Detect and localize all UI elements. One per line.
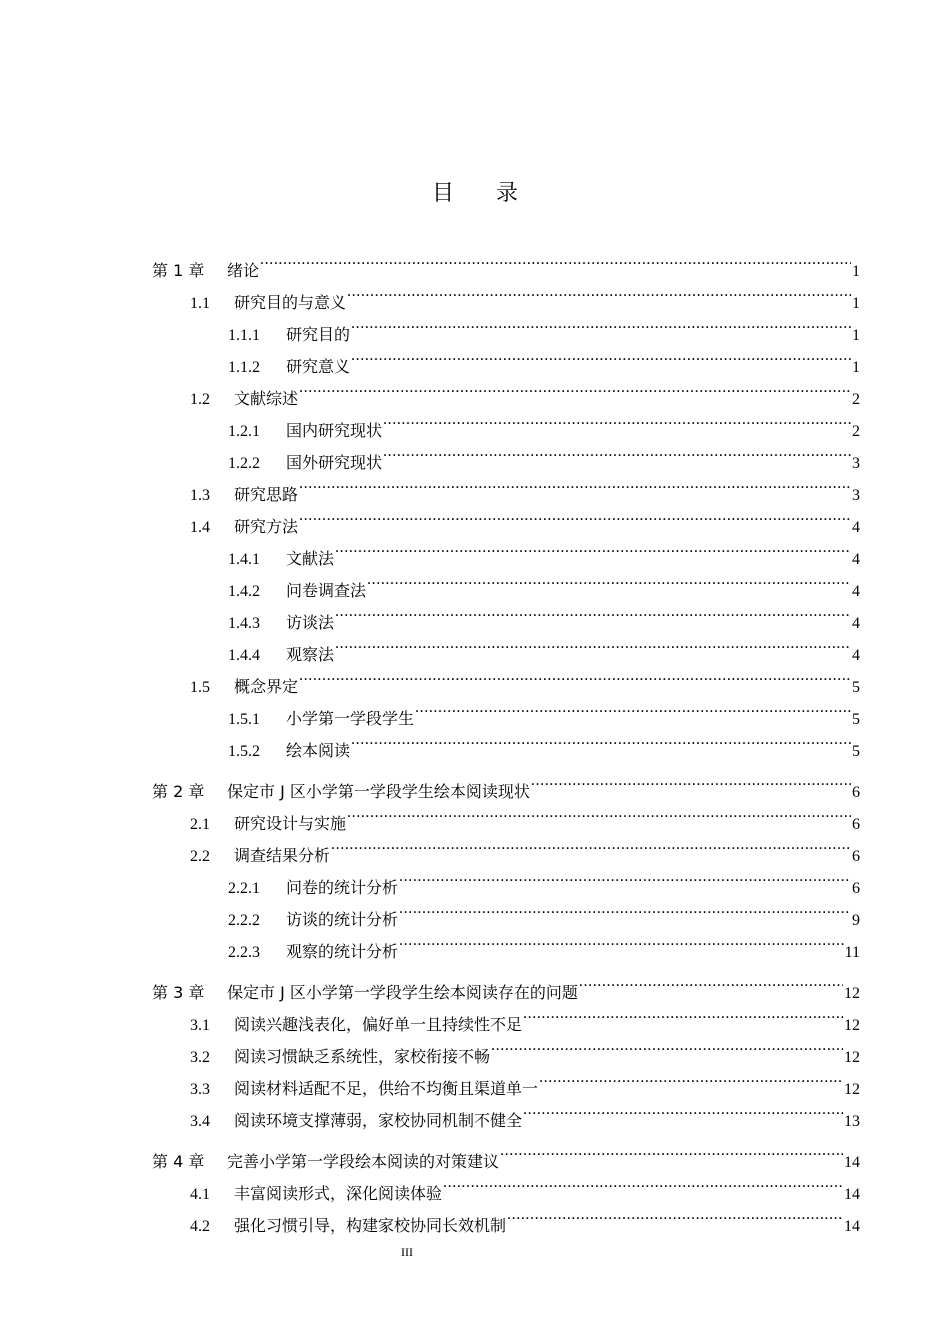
toc-entry-page-number: 3 [852,487,860,504]
toc-entry-page-number: 14 [844,1154,860,1171]
toc-entry-number: 1.5.1 [228,711,260,728]
toc-entry-page-number: 6 [852,784,860,801]
toc-entry-page-number: 5 [852,711,860,728]
toc-entry-number: 1.1.2 [228,359,260,376]
toc-entry-title: 研究意义 [286,357,351,376]
toc-entry-title: 研究方法 [234,517,299,536]
toc-subsection-entry[interactable] [152,692,860,728]
toc-subsection-entry[interactable] [152,628,860,664]
toc-entry-number: 1.1 [190,295,210,312]
toc-dot-leader [491,1030,843,1062]
toc-section-entry[interactable] [152,797,860,833]
toc-entry-title: 保定市 J 区小学第一学段学生绘本阅读现状 [227,782,530,801]
toc-entry-page-number: 4 [852,615,860,632]
toc-entry-page-number: 14 [844,1218,860,1235]
toc-section-entry[interactable] [152,1094,860,1130]
toc-entry-title: 问卷的统计分析 [286,878,399,897]
toc-subsection-entry[interactable] [152,404,860,440]
toc-dot-leader [299,500,851,532]
toc-entry-number: 2.2.3 [228,944,260,961]
toc-entry-page-number: 1 [852,359,860,376]
toc-entry-number: 1.5.2 [228,743,260,760]
toc-entry-number: 1.4.3 [228,615,260,632]
page-title: 目录 [431,181,560,206]
toc-dot-leader [299,372,851,404]
toc-subsection-entry[interactable] [152,340,860,376]
toc-subsection-entry[interactable] [152,308,860,344]
toc-entry-title: 国内研究现状 [286,421,383,440]
toc-entry-number: 1.2 [190,391,210,408]
toc-dot-leader [351,724,851,756]
toc-entry-title: 研究目的与意义 [234,293,347,312]
toc-dot-leader [399,861,851,893]
toc-entry-title: 完善小学第一学段绘本阅读的对策建议 [227,1152,500,1171]
toc-subsection-entry[interactable] [152,893,860,929]
toc-entry-title: 观察法 [286,645,335,664]
toc-section-entry[interactable] [152,998,860,1034]
toc-entry-number: 1.4.1 [228,551,260,568]
toc-dot-leader [299,468,851,500]
toc-entry-title: 访谈的统计分析 [286,910,399,929]
toc-entry-page-number: 3 [852,455,860,472]
toc-subsection-entry[interactable] [152,532,860,568]
toc-entry-number: 2.2.1 [228,880,260,897]
toc-entry-page-number: 11 [844,944,860,961]
toc-dot-leader [260,244,851,276]
toc-chapter-entry[interactable] [152,765,860,801]
toc-dot-leader [579,966,843,998]
toc-entry-title: 研究目的 [286,325,351,344]
toc-entry-page-number: 12 [844,1017,860,1034]
toc-entry-title: 访谈法 [286,613,335,632]
toc-entry-number: 3.2 [190,1049,210,1066]
toc-entry-title: 阅读兴趣浅表化，偏好单一且持续性不足 [234,1015,523,1034]
toc-entry-number: 3.3 [190,1081,210,1098]
toc-entry-page-number: 13 [844,1113,860,1130]
toc-entry-page-number: 6 [852,848,860,865]
toc-entry-page-number: 12 [844,1049,860,1066]
toc-dot-leader [383,404,851,436]
toc-entry-page-number: 12 [844,985,860,1002]
toc-entry-title: 阅读环境支撑薄弱，家校协同机制不健全 [234,1111,523,1130]
toc-entry-title: 问卷调查法 [286,581,367,600]
toc-entry-title: 概念界定 [234,677,299,696]
toc-entry-number: 1.4 [190,519,210,536]
toc-entry-number: 4.2 [190,1218,210,1235]
toc-entry-number: 3.4 [190,1113,210,1130]
toc-dot-leader [347,276,851,308]
toc-entry-title: 文献法 [286,549,335,568]
toc-section-entry[interactable] [152,1199,860,1235]
toc-subsection-entry[interactable] [152,596,860,632]
toc-entry-title: 国外研究现状 [286,453,383,472]
toc-entry-number: 1.4.4 [228,647,260,664]
toc-entry-number: 4.1 [190,1186,210,1203]
toc-entry-page-number: 1 [852,295,860,312]
toc-entry-title: 强化习惯引导，构建家校协同长效机制 [234,1216,507,1235]
toc-entry-page-number: 5 [852,679,860,696]
toc-entry-number: 第 4 章 [152,1152,205,1171]
toc-entry-number: 1.3 [190,487,210,504]
page-number: III [401,1245,413,1259]
toc-entry-title: 文献综述 [234,389,299,408]
toc-entry-page-number: 2 [852,423,860,440]
toc-section-entry[interactable] [152,1062,860,1098]
toc-entry-title: 绪论 [227,261,260,280]
toc-section-entry[interactable] [152,660,860,696]
toc-section-entry[interactable] [152,372,860,408]
toc-entry-title: 小学第一学段学生 [286,709,415,728]
toc-dot-leader [399,893,851,925]
toc-dot-leader [335,596,851,628]
toc-dot-leader [347,797,851,829]
toc-entry-number: 2.1 [190,816,210,833]
toc-entry-page-number: 6 [852,816,860,833]
toc-dot-leader [531,765,851,797]
toc-dot-leader [399,925,844,957]
toc-entry-page-number: 14 [844,1186,860,1203]
toc-entry-page-number: 9 [852,912,860,929]
toc-dot-leader [335,628,851,660]
toc-entry-title: 研究设计与实施 [234,814,347,833]
toc-entry-number: 1.2.2 [228,455,260,472]
toc-entry-page-number: 4 [852,551,860,568]
toc-entry-number: 1.5 [190,679,210,696]
toc-subsection-entry[interactable] [152,564,860,600]
toc-entry-title: 阅读材料适配不足，供给不均衡且渠道单一 [234,1079,539,1098]
toc-dot-leader [500,1135,843,1167]
toc-dot-leader [415,692,851,724]
toc-dot-leader [331,829,851,861]
toc-chapter-entry[interactable] [152,1135,860,1171]
toc-entry-page-number: 1 [852,327,860,344]
toc-subsection-entry[interactable] [152,436,860,472]
toc-entry-number: 第 2 章 [152,782,205,801]
toc-subsection-entry[interactable] [152,724,860,760]
toc-dot-leader [351,308,851,340]
toc-entry-page-number: 4 [852,519,860,536]
toc-entry-title: 阅读习惯缺乏系统性，家校衔接不畅 [234,1047,491,1066]
toc-entry-title: 调查结果分析 [234,846,331,865]
toc-entry-number: 第 3 章 [152,983,205,1002]
toc-dot-leader [299,660,851,692]
toc-entry-number: 2.2.2 [228,912,260,929]
toc-dot-leader [383,436,851,468]
toc-dot-leader [523,1094,843,1126]
toc-entry-number: 1.2.1 [228,423,260,440]
toc-entry-page-number: 5 [852,743,860,760]
toc-chapter-entry[interactable] [152,966,860,1002]
toc-entry-page-number: 2 [852,391,860,408]
toc-entry-page-number: 4 [852,583,860,600]
toc-section-entry[interactable] [152,1030,860,1066]
toc-subsection-entry[interactable] [152,925,860,961]
toc-entry-title: 丰富阅读形式，深化阅读体验 [234,1184,443,1203]
table-of-contents [152,244,860,1235]
toc-dot-leader [507,1199,843,1231]
toc-dot-leader [367,564,851,596]
toc-entry-page-number: 1 [852,263,860,280]
toc-entry-page-number: 12 [844,1081,860,1098]
toc-subsection-entry[interactable] [152,861,860,897]
toc-dot-leader [539,1062,843,1094]
toc-section-entry[interactable] [152,1167,860,1203]
toc-section-entry[interactable] [152,276,860,312]
toc-entry-title: 保定市 J 区小学第一学段学生绘本阅读存在的问题 [227,983,578,1002]
toc-entry-title: 绘本阅读 [286,741,351,760]
toc-dot-leader [443,1167,843,1199]
toc-section-entry[interactable] [152,468,860,504]
toc-section-entry[interactable] [152,829,860,865]
toc-section-entry[interactable] [152,500,860,536]
toc-entry-number: 1.1.1 [228,327,260,344]
toc-entry-number: 1.4.2 [228,583,260,600]
toc-entry-page-number: 4 [852,647,860,664]
toc-entry-title: 观察的统计分析 [286,942,399,961]
toc-entry-number: 3.1 [190,1017,210,1034]
toc-dot-leader [523,998,843,1030]
toc-entry-number: 第 1 章 [152,261,205,280]
toc-chapter-entry[interactable] [152,244,860,280]
toc-dot-leader [351,340,851,372]
toc-entry-title: 研究思路 [234,485,299,504]
toc-dot-leader [335,532,851,564]
toc-entry-number: 2.2 [190,848,210,865]
toc-entry-page-number: 6 [852,880,860,897]
